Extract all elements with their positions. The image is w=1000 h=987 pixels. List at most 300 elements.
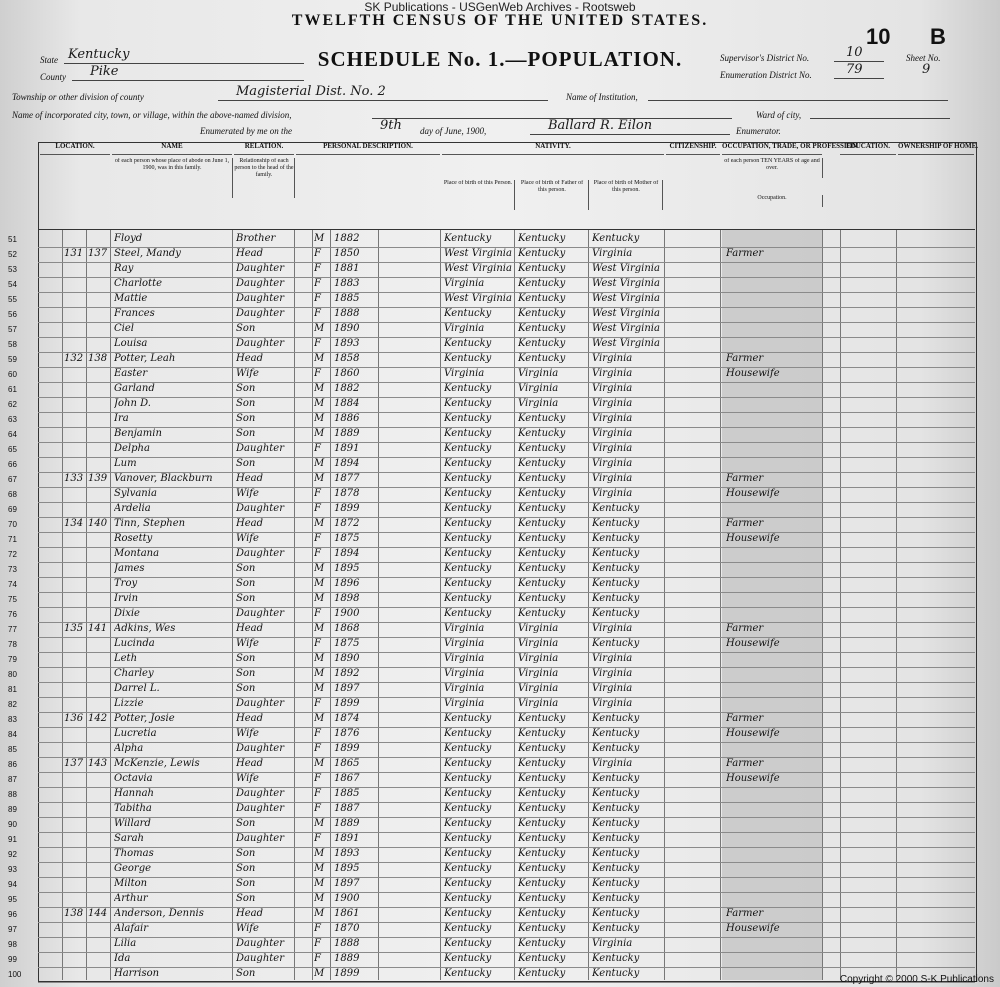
birthplace-cell: Kentucky [444, 758, 492, 769]
birthplace-cell: Virginia [444, 668, 485, 679]
father-birthplace-cell: Virginia [518, 698, 559, 709]
person-name: Floyd [114, 233, 143, 244]
birth-year-cell: 1868 [334, 623, 360, 634]
township-value: Magisterial Dist. No. 2 [236, 84, 386, 99]
sex-cell: F [314, 368, 321, 379]
family-number: 144 [88, 908, 108, 919]
person-name: McKenzie, Lewis [114, 758, 200, 769]
relation-cell: Son [236, 398, 256, 409]
line-number: 70 [8, 520, 17, 529]
sex-cell: F [314, 308, 321, 319]
mother-birthplace-cell: Kentucky [592, 803, 640, 814]
name-column-description: of each person whose place of abode on June 1, 1900, was in this family. [112, 158, 233, 198]
table-row [8, 952, 975, 968]
person-name: Thomas [114, 848, 154, 859]
table-row [8, 712, 975, 728]
father-birthplace-cell: Kentucky [518, 608, 566, 619]
birthplace-cell: Kentucky [444, 863, 492, 874]
mother-birthplace-cell: Kentucky [592, 833, 640, 844]
birth-year-cell: 1889 [334, 428, 360, 439]
father-birthplace-cell: Kentucky [518, 548, 566, 559]
relation-cell: Son [236, 428, 256, 439]
person-name: Charley [114, 668, 154, 679]
birth-year-cell: 1888 [334, 308, 360, 319]
supervisor-district-value: 10 [846, 45, 863, 60]
father-birthplace-cell: Kentucky [518, 233, 566, 244]
sex-cell: M [314, 473, 325, 484]
header-divider [38, 229, 975, 230]
line-number: 67 [8, 475, 17, 484]
relation-cell: Daughter [236, 278, 284, 289]
mother-birthplace-cell: West Virginia [592, 278, 660, 289]
relation-cell: Daughter [236, 548, 284, 559]
mother-birthplace-cell: Virginia [592, 413, 633, 424]
father-birthplace-cell: Kentucky [518, 278, 566, 289]
line-number: 97 [8, 925, 17, 934]
person-name: Irvin [114, 593, 139, 604]
mother-birthplace-cell: Kentucky [592, 743, 640, 754]
mother-birthplace-cell: Kentucky [592, 953, 640, 964]
birth-year-cell: 1898 [334, 593, 360, 604]
birth-year-cell: 1891 [334, 833, 360, 844]
line-number: 94 [8, 880, 17, 889]
table-row [8, 382, 975, 398]
birth-year-cell: 1865 [334, 758, 360, 769]
nativity-heading: NATIVITY. [442, 142, 664, 155]
father-birthplace-cell: Kentucky [518, 713, 566, 724]
person-name: Lum [114, 458, 137, 469]
education-heading: EDUCATION. [840, 142, 896, 155]
sex-cell: M [314, 383, 325, 394]
father-birthplace-cell: Virginia [518, 368, 559, 379]
father-birthplace-cell: Kentucky [518, 293, 566, 304]
line-number: 79 [8, 655, 17, 664]
mother-birthplace-cell: Kentucky [592, 503, 640, 514]
occupation-cell: Housewife [726, 638, 780, 649]
table-row [8, 562, 975, 578]
birthplace-cell: Kentucky [444, 713, 492, 724]
line-number: 78 [8, 640, 17, 649]
census-title: TWELFTH CENSUS OF THE UNITED STATES. [291, 12, 709, 29]
line-number: 57 [8, 325, 17, 334]
sex-cell: F [314, 743, 321, 754]
father-birthplace-cell: Kentucky [518, 968, 566, 979]
mother-birthplace-cell: Virginia [592, 653, 633, 664]
line-number: 53 [8, 265, 17, 274]
sex-cell: M [314, 848, 325, 859]
township-rule [218, 100, 548, 101]
person-name: James [114, 563, 145, 574]
person-name: Lizzie [114, 698, 144, 709]
birth-year-cell: 1897 [334, 878, 360, 889]
birth-year-cell: 1893 [334, 338, 360, 349]
birthplace-cell: Kentucky [444, 728, 492, 739]
state-value: Kentucky [68, 47, 130, 62]
person-name: Ray [114, 263, 134, 274]
table-row [8, 877, 975, 893]
mother-birthplace-cell: Kentucky [592, 563, 640, 574]
family-number: 140 [88, 518, 108, 529]
father-birthplace-cell: Kentucky [518, 428, 566, 439]
relation-cell: Wife [236, 923, 259, 934]
person-name: Potter, Leah [114, 353, 176, 364]
sheet-number-mark: 10 [866, 24, 891, 49]
table-row [8, 667, 975, 683]
mother-birthplace-cell: Virginia [592, 698, 633, 709]
birthplace-cell: Virginia [444, 683, 485, 694]
relation-cell: Wife [236, 638, 259, 649]
person-name: Sarah [114, 833, 144, 844]
person-name: Alafair [114, 923, 149, 934]
person-name: Troy [114, 578, 138, 589]
father-birthplace-cell: Kentucky [518, 773, 566, 784]
institution-rule [648, 100, 948, 101]
table-row [8, 697, 975, 713]
sex-cell: M [314, 593, 325, 604]
sex-cell: M [314, 878, 325, 889]
birthplace-cell: Virginia [444, 653, 485, 664]
sex-cell: F [314, 938, 321, 949]
person-name: Ardelia [114, 503, 151, 514]
relation-cell: Son [236, 458, 256, 469]
sex-cell: M [314, 758, 325, 769]
father-birthplace-cell: Virginia [518, 398, 559, 409]
sex-cell: M [314, 353, 325, 364]
relation-cell: Son [236, 968, 256, 979]
birthplace-cell: Kentucky [444, 923, 492, 934]
birth-year-cell: 1875 [334, 533, 360, 544]
person-name: Tinn, Stephen [114, 518, 186, 529]
birth-year-cell: 1894 [334, 458, 360, 469]
family-number: 143 [88, 758, 108, 769]
birthplace-cell: West Virginia [444, 248, 512, 259]
birthplace-cell: Kentucky [444, 848, 492, 859]
person-name: Sylvania [114, 488, 157, 499]
table-row [8, 457, 975, 473]
father-birthplace-cell: Kentucky [518, 878, 566, 889]
enumeration-district-value: 79 [846, 62, 863, 77]
family-number: 137 [88, 248, 108, 259]
mother-birthplace-cell: Virginia [592, 938, 633, 949]
birth-year-cell: 1889 [334, 953, 360, 964]
county-label: County [40, 72, 66, 82]
mother-birthplace-cell: Virginia [592, 758, 633, 769]
relation-cell: Head [236, 248, 264, 259]
birth-person-header: Place of birth of this Person. [442, 180, 515, 210]
line-number: 72 [8, 550, 17, 559]
relation-cell: Son [236, 818, 256, 829]
birth-year-cell: 1872 [334, 518, 360, 529]
line-number: 80 [8, 670, 17, 679]
sex-cell: F [314, 803, 321, 814]
sex-cell: F [314, 548, 321, 559]
birth-mother-header: Place of birth of Mother of this person. [590, 180, 663, 210]
relation-cell: Head [236, 473, 264, 484]
line-number: 81 [8, 685, 17, 694]
institution-label: Name of Institution, [566, 92, 638, 102]
incorporated-label: Name of incorporated city, town, or village, within the above-named division, [12, 110, 292, 120]
father-birthplace-cell: Kentucky [518, 923, 566, 934]
name-heading: NAME [112, 142, 232, 155]
birth-year-cell: 1896 [334, 578, 360, 589]
birth-year-cell: 1892 [334, 668, 360, 679]
family-number: 141 [88, 623, 108, 634]
enumerated-label: Enumerated by me on the [200, 126, 292, 136]
line-number: 99 [8, 955, 17, 964]
sex-cell: F [314, 773, 321, 784]
birthplace-cell: Kentucky [444, 743, 492, 754]
birthplace-cell: Kentucky [444, 593, 492, 604]
occupation-cell: Farmer [726, 713, 764, 724]
birthplace-cell: Kentucky [444, 878, 492, 889]
line-number: 64 [8, 430, 17, 439]
person-name: Lucinda [114, 638, 155, 649]
father-birthplace-cell: Kentucky [518, 488, 566, 499]
birthplace-cell: Kentucky [444, 428, 492, 439]
father-birthplace-cell: Kentucky [518, 563, 566, 574]
copyright-notice: Copyright © 2000 S-K Publications [839, 974, 994, 985]
birthplace-cell: Virginia [444, 623, 485, 634]
table-row [8, 907, 975, 923]
relation-cell: Head [236, 758, 264, 769]
dwelling-number: 133 [64, 473, 84, 484]
table-row [8, 592, 975, 608]
mother-birthplace-cell: Kentucky [592, 923, 640, 934]
sex-cell: F [314, 638, 321, 649]
birth-year-cell: 1894 [334, 548, 360, 559]
sex-cell: M [314, 398, 325, 409]
father-birthplace-cell: Kentucky [518, 863, 566, 874]
line-number: 89 [8, 805, 17, 814]
person-name: John D. [114, 398, 151, 409]
table-row [8, 502, 975, 518]
birthplace-cell: West Virginia [444, 263, 512, 274]
father-birthplace-cell: Kentucky [518, 893, 566, 904]
line-number: 55 [8, 295, 17, 304]
citizenship-heading: CITIZENSHIP. [666, 142, 720, 155]
table-row [8, 802, 975, 818]
mother-birthplace-cell: Virginia [592, 458, 633, 469]
person-name: Lilia [114, 938, 137, 949]
person-name: Louisa [114, 338, 148, 349]
table-row [8, 577, 975, 593]
person-name: Arthur [114, 893, 148, 904]
birthplace-cell: Kentucky [444, 773, 492, 784]
personal-heading: PERSONAL DESCRIPTION. [296, 142, 440, 155]
sex-cell: F [314, 833, 321, 844]
table-row [8, 727, 975, 743]
table-row [8, 967, 975, 983]
mother-birthplace-cell: Kentucky [592, 848, 640, 859]
ward-label: Ward of city, [756, 110, 802, 120]
relation-cell: Son [236, 593, 256, 604]
relation-cell: Daughter [236, 503, 284, 514]
birth-year-cell: 1882 [334, 383, 360, 394]
person-name: Dixie [114, 608, 140, 619]
sheet-letter-mark: B [930, 24, 946, 49]
mother-birthplace-cell: Kentucky [592, 638, 640, 649]
birth-year-cell: 1850 [334, 248, 360, 259]
birth-year-cell: 1899 [334, 503, 360, 514]
person-name: Willard [114, 818, 151, 829]
table-row [8, 922, 975, 938]
birth-year-cell: 1876 [334, 728, 360, 739]
enumerated-day-value: 9th [380, 118, 402, 133]
birth-year-cell: 1888 [334, 938, 360, 949]
relation-cell: Son [236, 893, 256, 904]
birth-father-header: Place of birth of Father of this person. [516, 180, 589, 210]
table-row [8, 652, 975, 668]
line-number: 59 [8, 355, 17, 364]
relation-cell: Son [236, 563, 256, 574]
line-number: 69 [8, 505, 17, 514]
person-name: Lucretia [114, 728, 157, 739]
birthplace-cell: Virginia [444, 368, 485, 379]
line-number: 92 [8, 850, 17, 859]
mother-birthplace-cell: Virginia [592, 668, 633, 679]
family-number: 142 [88, 713, 108, 724]
line-number: 93 [8, 865, 17, 874]
table-row [8, 832, 975, 848]
sex-cell: M [314, 518, 325, 529]
father-birthplace-cell: Virginia [518, 623, 559, 634]
sex-cell: M [314, 458, 325, 469]
person-name: Milton [114, 878, 148, 889]
father-birthplace-cell: Kentucky [518, 473, 566, 484]
birthplace-cell: Kentucky [444, 608, 492, 619]
table-row [8, 547, 975, 563]
line-number: 66 [8, 460, 17, 469]
mother-birthplace-cell: West Virginia [592, 308, 660, 319]
birth-year-cell: 1887 [334, 803, 360, 814]
birthplace-cell: Virginia [444, 698, 485, 709]
birth-year-cell: 1878 [334, 488, 360, 499]
father-birthplace-cell: Kentucky [518, 458, 566, 469]
relation-cell: Daughter [236, 743, 284, 754]
line-number: 90 [8, 820, 17, 829]
sex-cell: F [314, 443, 321, 454]
birth-year-cell: 1870 [334, 923, 360, 934]
line-number: 75 [8, 595, 17, 604]
table-row [8, 847, 975, 863]
table-row [8, 517, 975, 533]
person-name: Montana [114, 548, 160, 559]
relation-cell: Daughter [236, 293, 284, 304]
birthplace-cell: Kentucky [444, 578, 492, 589]
relation-cell: Son [236, 383, 256, 394]
occupation-cell: Housewife [726, 923, 780, 934]
table-row [8, 397, 975, 413]
occupation-cell: Housewife [726, 368, 780, 379]
sex-cell: F [314, 263, 321, 274]
sex-cell: F [314, 923, 321, 934]
birth-year-cell: 1883 [334, 278, 360, 289]
mother-birthplace-cell: Kentucky [592, 863, 640, 874]
person-name: Harrison [114, 968, 160, 979]
source-watermark: SK Publications - USGenWeb Archives - Rootsweb [364, 0, 636, 14]
relation-cell: Daughter [236, 308, 284, 319]
relation-cell: Brother [236, 233, 276, 244]
sex-cell: M [314, 863, 325, 874]
line-number: 100 [8, 970, 22, 979]
person-name: Ida [114, 953, 131, 964]
mother-birthplace-cell: Virginia [592, 398, 633, 409]
table-row [8, 862, 975, 878]
birthplace-cell: Kentucky [444, 503, 492, 514]
father-birthplace-cell: Kentucky [518, 938, 566, 949]
mother-birthplace-cell: Virginia [592, 683, 633, 694]
line-number: 82 [8, 700, 17, 709]
birth-year-cell: 1861 [334, 908, 360, 919]
occupation-intro-header: of each person TEN YEARS of age and over. [722, 158, 823, 178]
relation-cell: Daughter [236, 338, 284, 349]
birthplace-cell: Kentucky [444, 968, 492, 979]
father-birthplace-cell: Kentucky [518, 503, 566, 514]
relation-cell: Son [236, 863, 256, 874]
person-name: Adkins, Wes [114, 623, 176, 634]
line-number: 88 [8, 790, 17, 799]
person-name: Leth [114, 653, 138, 664]
line-number: 96 [8, 910, 17, 919]
schedule-title: SCHEDULE No. 1.—POPULATION. [317, 47, 683, 71]
relation-cell: Son [236, 878, 256, 889]
relation-cell: Son [236, 323, 256, 334]
birthplace-cell: Kentucky [444, 308, 492, 319]
father-birthplace-cell: Kentucky [518, 533, 566, 544]
person-name: Ciel [114, 323, 134, 334]
family-number: 138 [88, 353, 108, 364]
occupation-cell: Farmer [726, 473, 764, 484]
mother-birthplace-cell: Virginia [592, 623, 633, 634]
mother-birthplace-cell: Kentucky [592, 908, 640, 919]
sex-cell: M [314, 563, 325, 574]
relation-cell: Daughter [236, 263, 284, 274]
birth-year-cell: 1890 [334, 653, 360, 664]
mother-birthplace-cell: West Virginia [592, 293, 660, 304]
line-number: 84 [8, 730, 17, 739]
birth-year-cell: 1889 [334, 818, 360, 829]
line-number: 87 [8, 775, 17, 784]
sex-cell: M [314, 713, 325, 724]
supervisor-district-label: Supervisor's District No. [720, 53, 810, 63]
father-birthplace-cell: Virginia [518, 383, 559, 394]
birthplace-cell: Kentucky [444, 398, 492, 409]
person-name: Potter, Josie [114, 713, 175, 724]
mother-birthplace-cell: Kentucky [592, 578, 640, 589]
relation-cell: Head [236, 713, 264, 724]
table-row [8, 322, 975, 338]
father-birthplace-cell: Kentucky [518, 818, 566, 829]
relation-cell: Daughter [236, 938, 284, 949]
birthplace-cell: Kentucky [444, 383, 492, 394]
birthplace-cell: Kentucky [444, 488, 492, 499]
sex-cell: M [314, 623, 325, 634]
birthplace-cell: Kentucky [444, 818, 492, 829]
enumerator-label: Enumerator. [736, 126, 781, 136]
line-number: 52 [8, 250, 17, 259]
table-row [8, 817, 975, 833]
birthplace-cell: Kentucky [444, 233, 492, 244]
table-row [8, 742, 975, 758]
sex-cell: F [314, 293, 321, 304]
birth-year-cell: 1895 [334, 863, 360, 874]
mother-birthplace-cell: Kentucky [592, 548, 640, 559]
person-name: Tabitha [114, 803, 152, 814]
birthplace-cell: Kentucky [444, 563, 492, 574]
table-row [8, 937, 975, 953]
birth-year-cell: 1875 [334, 638, 360, 649]
table-row [8, 292, 975, 308]
